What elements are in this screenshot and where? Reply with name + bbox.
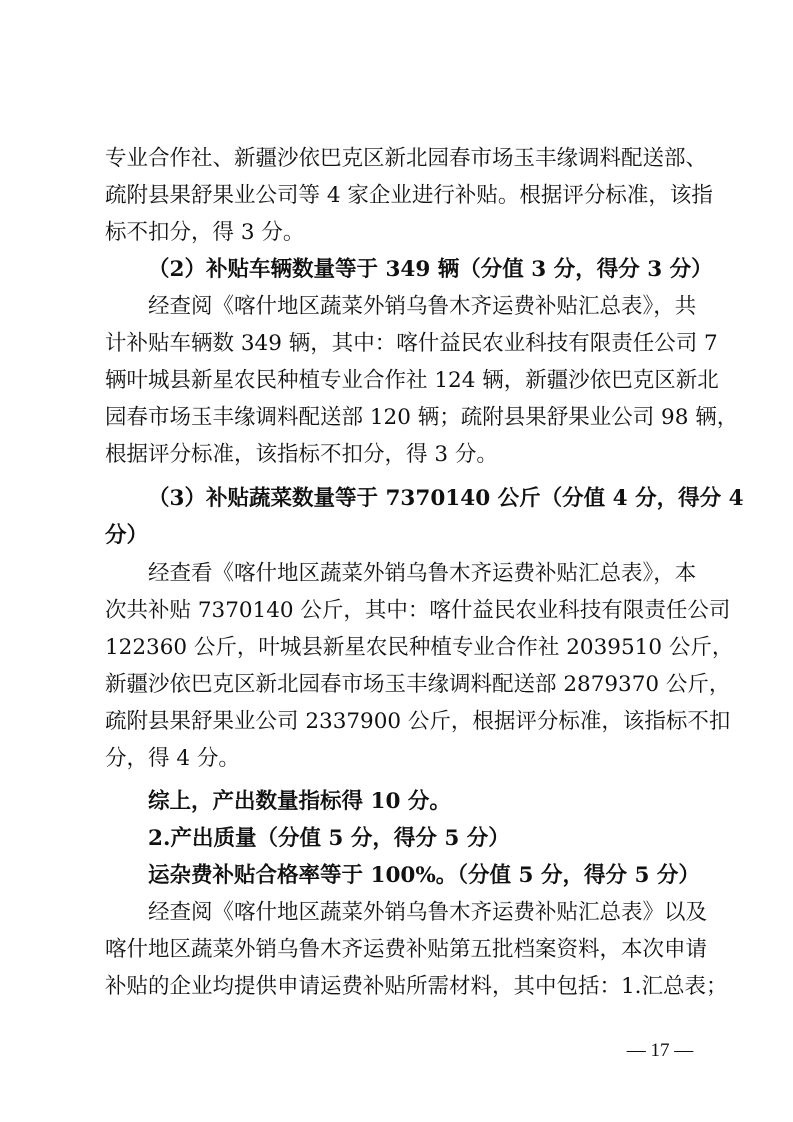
heading-line: 分） <box>105 523 149 548</box>
heading-line: 2.产出质量（分值 5 分，得分 5 分） <box>148 826 510 851</box>
text-line: 标不扣分，得 3 分。 <box>105 220 305 245</box>
body-paragraph-1 <box>105 140 713 251</box>
heading-line: 运杂费补贴合格率等于 100%。（分值 5 分，得分 5 分） <box>148 863 700 888</box>
heading-line: 综上，产出数量指标得 10 分。 <box>148 789 451 814</box>
text-line: 经查阅《喀什地区蔬菜外销乌鲁木齐运费补贴汇总表》以及 <box>148 900 708 925</box>
body-paragraph-3 <box>105 555 734 777</box>
section-heading-vegetables <box>105 480 744 554</box>
page-number: — 17 — <box>626 1040 694 1061</box>
text-line: 分，得 4 分。 <box>105 746 240 771</box>
text-line: 新疆沙依巴克区新北园春市场玉丰缘调料配送部 2879370 公斤， <box>105 672 731 697</box>
text-line: 专业合作社、新疆沙依巴克区新北园春市场玉丰缘调料配送部、 <box>105 146 708 171</box>
section-heading-vehicles <box>105 251 713 288</box>
text-line: 疏附县果舒果业公司 2337900 公斤，根据评分标准，该指标不扣 <box>105 709 731 734</box>
text-line: 喀什地区蔬菜外销乌鲁木齐运费补贴第五批档案资料，本次申请 <box>105 937 708 962</box>
text-line: 经查看《喀什地区蔬菜外销乌鲁木齐运费补贴汇总表》，本 <box>148 561 697 586</box>
summary-heading <box>105 783 690 820</box>
text-line: 计补贴车辆数 349 辆，其中：喀什益民农业科技有限责任公司 7 <box>105 331 718 356</box>
text-line: 122360 公斤，叶城县新星农民种植专业合作社 2039510 公斤， <box>105 635 734 660</box>
text-line: 经查阅《喀什地区蔬菜外销乌鲁木齐运费补贴汇总表》，共 <box>148 294 697 319</box>
body-paragraph-2 <box>105 288 739 473</box>
section-heading-output-quality <box>105 820 690 857</box>
heading-line: （2）补贴车辆数量等于 349 辆（分值 3 分，得分 3 分） <box>148 257 713 282</box>
text-line: 次共补贴 7370140 公斤，其中：喀什益民农业科技有限责任公司 <box>105 598 731 623</box>
text-line: 根据评分标准，该指标不扣分，得 3 分。 <box>105 442 498 467</box>
section-heading-pass-rate <box>105 857 700 894</box>
body-paragraph-4 <box>105 894 728 1005</box>
text-line: 辆叶城县新星农民种植专业合作社 124 辆，新疆沙依巴克区新北 <box>105 368 719 393</box>
text-line: 补贴的企业均提供申请运费补贴所需材料，其中包括：1.汇总表； <box>105 974 728 999</box>
heading-line: （3）补贴蔬菜数量等于 7370140 公斤（分值 4 分，得分 4 <box>148 486 744 511</box>
text-line: 疏附县果舒果业公司等 4 家企业进行补贴。根据评分标准，该指 <box>105 183 713 208</box>
text-line: 园春市场玉丰缘调料配送部 120 辆；疏附县果舒果业公司 98 辆， <box>105 405 739 430</box>
